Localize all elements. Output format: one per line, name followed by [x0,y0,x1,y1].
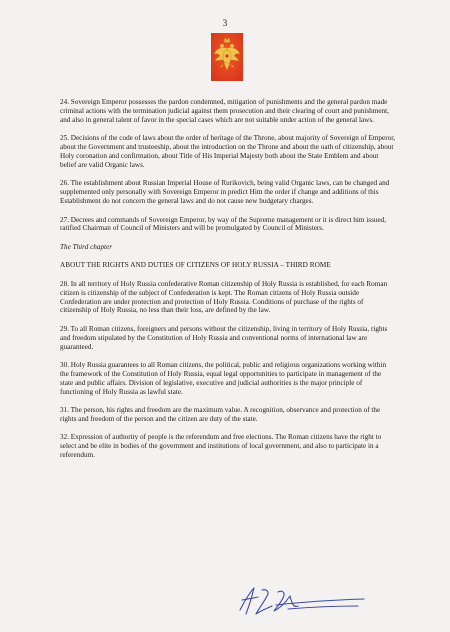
page-number: 3 [222,18,228,28]
chapter-title: ABOUT THE RIGHTS AND DUTIES OF CITIZENS OF HOLY RUSSIA – THIRD ROME [60,261,331,270]
paragraph-32: 32. Expression of authority of people is the referendum and free elections. The Roman citizens have the right to select and be elite in bodies of the government and institutions of local government, and also to participate in a referendum. [60,433,382,460]
paragraph-26: 26. The establishment about Russian Imperial House of Rurikovich, being valid Organic laws, can be changed and supplemented only personally with Sovereign Emperor in predict Him the order if change and additions of this Establishment do not concern the general laws and do not cause new budgetary charges. [60,179,390,206]
handwritten-signature-icon [232,580,372,620]
document-body [60,98,396,470]
paragraph-27: 27. Decrees and commands of Sovereign Emperor, by way of the Supreme management or it is direct him issued, ratified Chairman of Council of Ministers and will be promulgated by Council of Ministers. [60,215,387,233]
paragraph-25: 25. Decisions of the code of laws about the order of heritage of the Throne, about majority of Sovereign of Emperor, about the Government and trusteeship, about the introduction on the Throne and about the oath of citizenship, about Holy coronation and confirmation, about Title of His Imperial Majesty both about the State Emblem and about belief are valid Organic laws. [60,134,396,169]
paragraph-30: 30. Holy Russia guarantees to all Roman citizens, the political, public and religious organizations working within the framework of the Constitution of Holy Russia, equal legal opportunities to participate in management of the state and public affairs. Division of legislative, executive and judicial authorities is the major principle of functioning of Holy Russia as lawful state. [60,361,387,396]
chapter-label: The Third chapter [60,242,113,251]
paragraph-31: 31. The person, his rights and freedom are the maximum value. A recognition, observance and protection of the rights and freedom of the person and the citizen are duty of the state. [60,406,381,424]
paragraph-28: 28. In all territory of Holy Russia confederative Roman citizenship of Holy Russia is established, for each Roman citizen is citizenship of the subject of Confederation is kept. The Roman citizens of Holy Russia outside Confederation are under protection and protection of Holy Russia. Conditions of purchase of the rights of citizenship of Holy Russia, no less than their loss, are defined by the law. [60,279,388,315]
paragraph-24: 24. Sovereign Emperor possesses the pardon condemned, mitigation of punishments and the general pardon made criminal actions with the termination judicial against them prosecution and their clearing of court and punishment, and also in general talent of favor in the special cases which are not suitable under action of the general laws. [60,98,389,124]
paragraph-29: 29. To all Roman citizens, foreigners and persons without the citizenship, living in territory of Holy Russia, rights and freedom stipulated by the Constitution of Holy Russia and conventional norms of international law are guaranteed. [60,324,388,351]
double-headed-eagle-icon [211,33,243,81]
